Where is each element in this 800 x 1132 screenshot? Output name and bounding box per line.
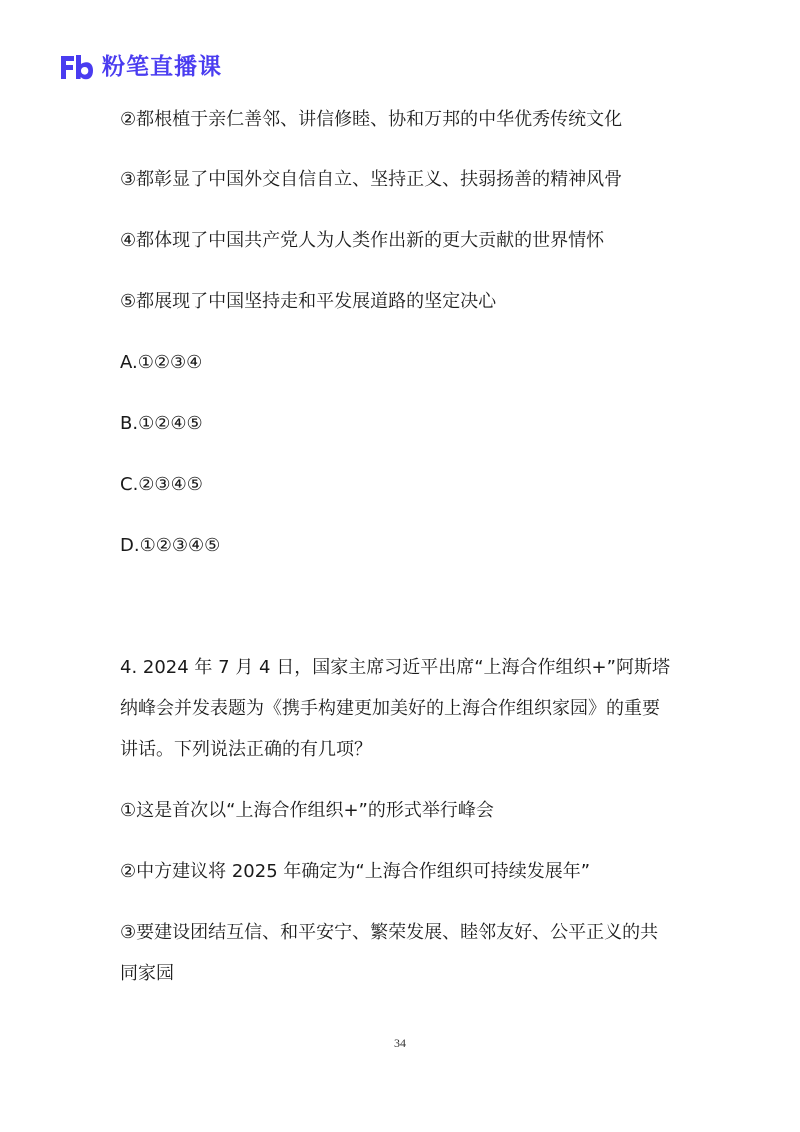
option-a: A.①②③④ bbox=[120, 352, 203, 373]
option-d: D.①②③④⑤ bbox=[120, 535, 221, 556]
statement-4: ④都体现了中国共产党人为人类作出新的更大贡献的世界情怀 bbox=[120, 230, 605, 251]
page-number: 34 bbox=[394, 1036, 406, 1050]
brand-header bbox=[58, 50, 222, 84]
statement-2: ②都根植于亲仁善邻、讲信修睦、协和万邦的中华优秀传统文化 bbox=[120, 109, 623, 130]
question-4-stem-line-1: 4. 2024 年 7 月 4 日，国家主席习近平出席“上海合作组织+”阿斯塔 bbox=[120, 657, 670, 678]
q4-statement-3: ③要建设团结互信、和平安宁、繁荣发展、睦邻友好、公平正义的共 bbox=[120, 922, 659, 943]
q4-statement-3-continued: 同家园 bbox=[120, 963, 174, 984]
q4-statement-1: ①这是首次以“上海合作组织+”的形式举行峰会 bbox=[120, 800, 494, 821]
q4-statement-2: ②中方建议将 2025 年确定为“上海合作组织可持续发展年” bbox=[120, 861, 591, 882]
brand-name: 粉笔直播课 bbox=[102, 54, 222, 80]
fenbi-logo-icon bbox=[58, 52, 94, 82]
statement-5: ⑤都展现了中国坚持走和平发展道路的坚定决心 bbox=[120, 291, 497, 312]
question-4-stem-line-2: 纳峰会并发表题为《携手构建更加美好的上海合作组织家园》的重要 bbox=[120, 698, 660, 719]
option-b: B.①②④⑤ bbox=[120, 413, 203, 434]
option-c: C.②③④⑤ bbox=[120, 474, 203, 495]
question-4-stem-line-3: 讲话。下列说法正确的有几项？ bbox=[120, 739, 372, 760]
statement-3: ③都彰显了中国外交自信自立、坚持正义、扶弱扬善的精神风骨 bbox=[120, 169, 623, 190]
